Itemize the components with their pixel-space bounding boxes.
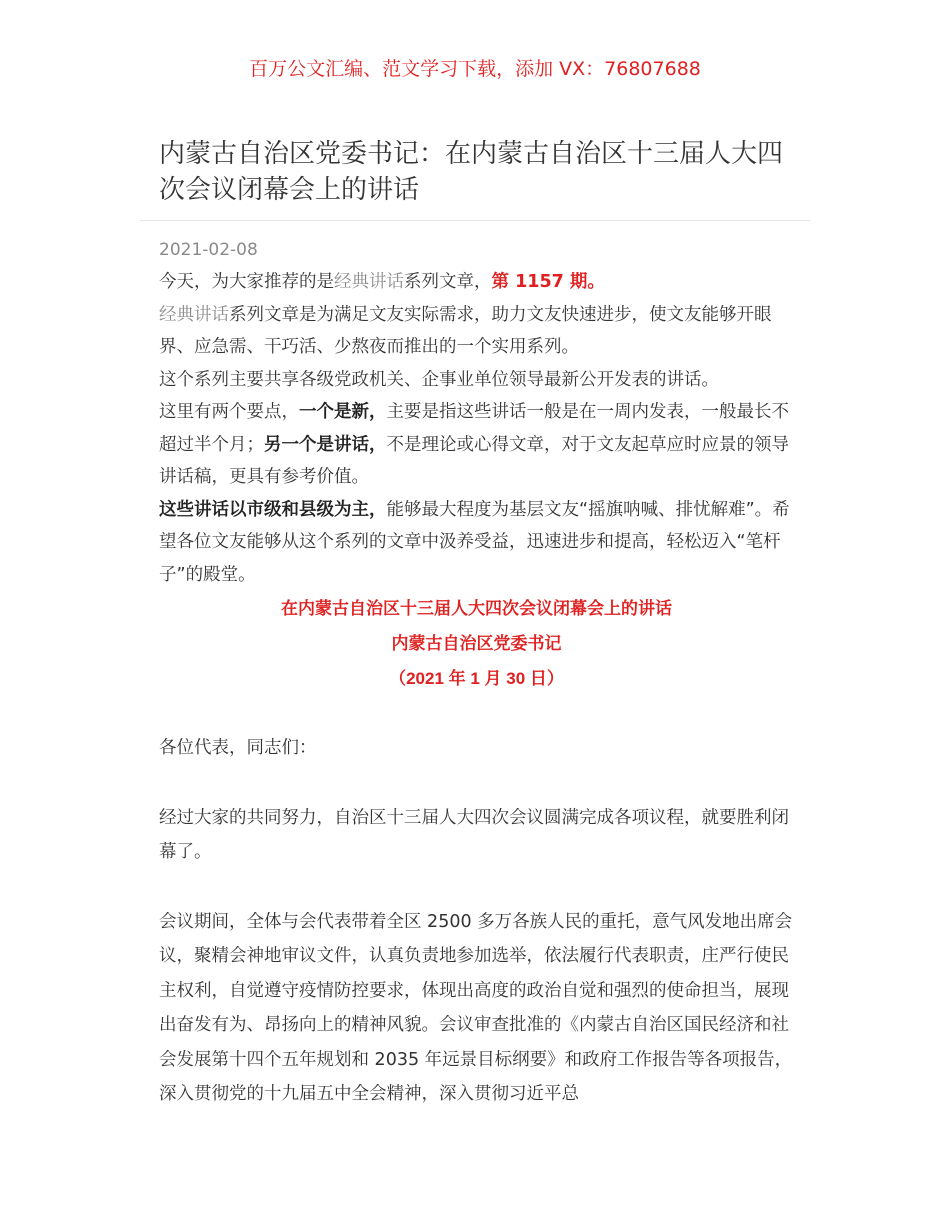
spacer [159,870,794,905]
speech-speaker: 内蒙古自治区党委书记 [391,634,562,653]
highlight-point: 这些讲话以市级和县级为主， [159,499,387,520]
intro-paragraph-2 [159,299,794,364]
intro-paragraph-5 [159,494,794,592]
intro-text: 系列文章， [404,272,492,292]
intro-text: 能够最大程度为基层文友“摇旗呐喊、排忧解难”。希望各位文友能够从这个系列的文章中汲养受益，迅速进步和提高，轻松迈入“笔杆子”的殿堂。 [159,499,790,585]
highlight-point: 另一个是讲话， [264,434,387,455]
speech-paragraph-2: 会议期间，全体与会代表带着全区 2500 多万各族人民的重托，意气风发地出席会议，聚精会神地审议文件，认真负责地参加选举，依法履行代表职责，庄严行使民主权利，自觉遵守疫情防控要求，体现出高度的政治自觉和强烈的使命担当，展现出奋发有为、昂扬向上的精神风貌。会议审查批准的《内蒙古自治区国民经济和社会发展第十四个五年规划和 2035 年远景目标纲要》和政府工作报告等各项报告，深入贯彻党的十九届五中全会精神，深入贯彻习近平总 [159,911,793,1104]
intro-paragraph-3: 这个系列主要共享各级党政机关、企事业单位领导最新公开发表的讲话。 [159,369,719,390]
speech-title: 在内蒙古自治区十三届人大四次会议闭幕会上的讲话 [281,599,672,618]
intro-paragraph-1 [159,266,794,299]
intro-text: 不是理论或心得文章，对于文友起草应时应景的领导讲话稿，更具有参考价值。 [159,434,789,487]
issue-number: 第 1157 期。 [491,272,605,292]
spacer [159,696,794,731]
article-date: 2021-02-08 [159,240,258,260]
speech-paragraph-1: 经过大家的共同努力，自治区十三届人大四次会议圆满完成各项议程，就要胜利闭幕了。 [159,807,789,862]
intro-paragraph-4 [159,396,794,494]
intro-text: 今天，为大家推荐的是 [159,272,334,292]
article-body [159,266,794,1112]
intro-text: 主要是指这些讲话一般是在一周内发表，一般最长不超过半个月； [159,402,789,455]
highlight-point: 一个是新， [299,402,387,422]
promo-banner: 百万公文汇编、范文学习下载，添加 VX：76807688 [249,58,701,80]
series-name: 经典讲话 [159,304,229,325]
speech-greeting: 各位代表，同志们： [159,738,317,758]
article-title: 内蒙古自治区党委书记：在内蒙古自治区十三届人大四次会议闭幕会上的讲话 [159,139,784,205]
series-name: 经典讲话 [334,272,404,292]
spacer [159,766,794,801]
title-divider [140,220,810,221]
intro-text: 这里有两个要点， [159,402,299,422]
intro-text: 系列文章是为满足文友实际需求，助力文友快速进步，使文友能够开眼界、应急需、干巧活、少熬夜而推出的一个实用系列。 [159,304,772,357]
speech-date: （2021 年 1 月 30 日） [389,669,564,688]
